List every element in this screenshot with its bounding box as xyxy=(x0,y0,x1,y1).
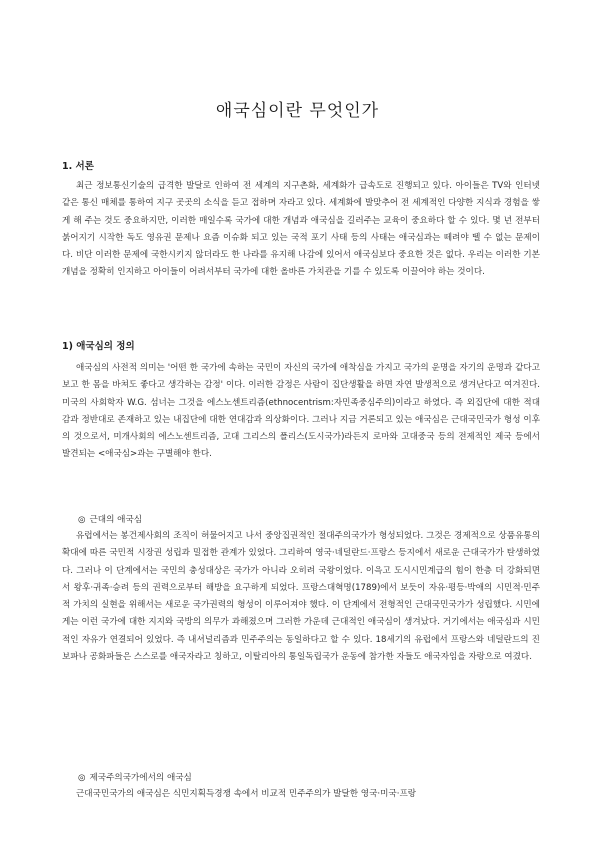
bullet-icon: ◎ xyxy=(78,515,86,525)
document-title: 애국심이란 무엇인가 xyxy=(215,101,380,121)
imperial-paragraph xyxy=(62,786,540,803)
subheading-imperial-label: 제국주의국가에서의 애국심 xyxy=(89,773,192,783)
definition-paragraph xyxy=(62,360,540,464)
subheading-modern xyxy=(78,513,142,525)
intro-paragraph xyxy=(62,178,540,282)
modern-paragraph xyxy=(62,528,540,666)
modern-text: 유럽에서는 봉건제사회의 조직이 허물어지고 나서 중앙집권적인 절대주의국가가 형성되었다. 그것은 경제적으로 상품유통의 확대에 따른 국민적 시장권 성립과 밀접한 관계가 있었다. 그리하여 영국·네덜란드·프랑스 등지에서 새로운 근대국가가 탄생하였다. 그러나 이 단계에서는 국민의 충성대상은 국가가 아니라 오히려 국왕이었다. 이윽고 도시시민계급의 힘이 한층 더 강화되면서 왕후·귀족·승려 등의 권력으로부터 해방을 요구하게 되었다. 프랑스대혁명(1789)에서 보듯이 자유·평등·박애의 시민적·민주적 가치의 실현을 위해서는 새로운 국가권력의 형성이 이루어져야 했다. 이 단계에서 전형적인 근대국민국가가 성립했다. 시민에게는 이런 국가에 대한 지지와 국방의 의무가 과해졌으며 그러한 가운데 근대적인 애국심이 생겨났다. 거기에서는 애국심과 시민적인 자유가 연결되어 있었다. 즉 내셔널리즘과 민주주의는 동일하다고 할 수 있다. 18세기의 유럽에서 프랑스와 네덜란드의 진보파나 공화파들은 스스로를 애국자라고 칭하고, 이탈리아의 통일독립국가 운동에 참가한 자들도 애국자임을 자랑으로 여겼다. xyxy=(62,531,540,663)
subheading-imperial xyxy=(78,771,192,783)
imperial-text: 근대국민국가의 애국심은 식민지획득경쟁 속에서 비교적 민주주의가 발달한 영국·미국·프랑 xyxy=(76,789,417,799)
definition-text: 애국심의 사전적 의미는 '어떤 한 국가에 속하는 국민이 자신의 국가에 애착심을 가지고 국가의 운명을 자기의 운명과 같다고 보고 한 몸을 바쳐도 좋다고 생각하는 감정' 이다. 이러한 감정은 사람이 집단생활을 하면 자연 발생적으로 생겨난다고 여겨진다. 미국의 사회학자 W.G. 섬너는 그것을 에스노센트리즘(ethnocentrism:자민족중심주의)이라고 하였다. 즉 외집단에 대한 적대감과 정반대로 존재하고 있는 내집단에 대한 연대감과 의상화이다. 그러나 지금 거론되고 있는 애국심은 근대국민국가 형성 이후의 것으로서, 미개사회의 에스노센트리즘, 고대 그리스의 폴리스(도시국가)라든지 로마와 고대중국 등의 전제적인 제국 등에서 발견되는 <애국심>과는 구별해야 한다. xyxy=(62,363,540,460)
bullet-icon: ◎ xyxy=(78,773,86,783)
subheading-modern-label: 근대의 애국심 xyxy=(89,515,143,525)
section-heading-intro: 1. 서론 xyxy=(62,161,94,172)
intro-text: 최근 정보통신기술의 급격한 발달로 인하여 전 세계의 지구촌화, 세계화가 급속도로 진행되고 있다. 아이들은 TV와 인터넷 같은 통신 매체를 통하여 지구 곳곳의 소식을 듣고 접하며 자라고 있다. 세계화에 발맞추어 전 세계적인 다양한 지식과 경험을 쌓게 해 주는 것도 중요하지만, 이러한 매일수록 국가에 대한 개념과 애국심을 길러주는 교육이 중요하다 할 수 있다. 몇 년 전부터 붉어지기 시작한 독도 영유권 문제나 요즘 이슈화 되고 있는 국적 포기 사태 등의 사태는 애국심과는 떼려야 뗄 수 없는 문제이다. 비단 이러한 문제에 국한시키지 않더라도 한 나라를 유지해 나감에 있어서 애국심보다 중요한 것은 없다. 우리는 이러한 기본 개념을 정확히 인지하고 아이들이 어려서부터 국가에 대한 올바른 가치관을 기를 수 있도록 이끌어야 하는 것이다. xyxy=(62,181,540,278)
section-heading-definition: 1) 애국심의 정의 xyxy=(62,341,135,352)
